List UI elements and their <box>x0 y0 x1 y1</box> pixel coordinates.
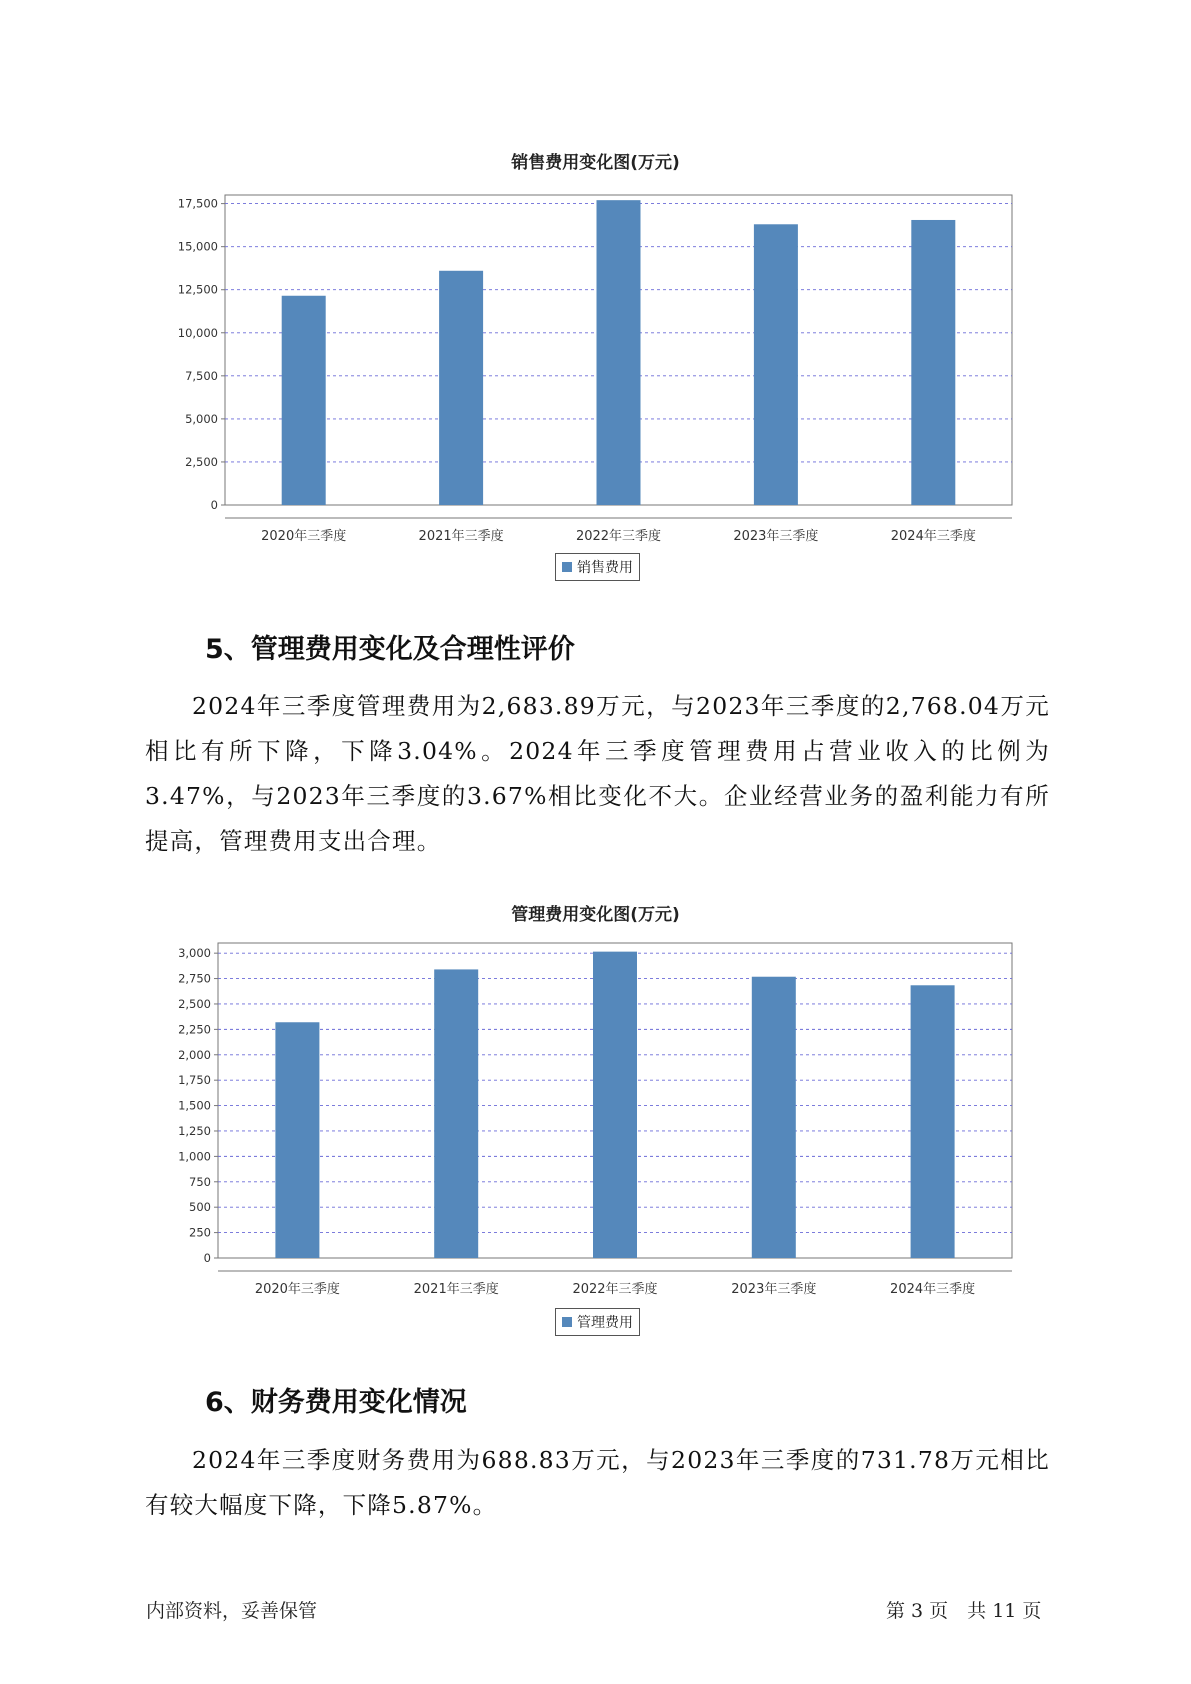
section-heading: 5、管理费用变化及合理性评价 <box>205 634 575 665</box>
y-tick-label: 2,500 <box>178 996 211 1011</box>
x-tick-label: 2020年三季度 <box>254 1282 340 1297</box>
y-tick-label: 12,500 <box>177 282 218 297</box>
y-tick-label: 2,250 <box>178 1022 211 1037</box>
chart-legend <box>555 553 640 581</box>
legend-label: 管理费用 <box>577 1315 633 1331</box>
bar <box>434 969 478 1258</box>
footer-note: 内部资料，妥善保管 <box>146 1600 318 1622</box>
y-tick-label: 1,750 <box>178 1073 211 1088</box>
x-tick-label: 2023年三季度 <box>733 529 819 544</box>
bar <box>752 977 796 1258</box>
x-tick-label: 2022年三季度 <box>575 529 662 544</box>
legend-swatch <box>562 1317 572 1327</box>
bar <box>911 220 955 505</box>
y-tick-label: 3,000 <box>178 946 211 961</box>
bar <box>275 1022 319 1258</box>
x-tick-label: 2020年三季度 <box>261 529 347 544</box>
y-tick-label: 750 <box>189 1174 211 1189</box>
bar <box>911 985 955 1258</box>
bar <box>597 200 641 505</box>
y-tick-label: 7,500 <box>185 368 218 383</box>
y-tick-label: 2,500 <box>185 454 218 469</box>
y-tick-label: 5,000 <box>185 411 218 426</box>
y-tick-label: 250 <box>189 1225 211 1240</box>
x-tick-label: 2024年三季度 <box>890 1282 976 1297</box>
y-tick-label: 500 <box>189 1200 211 1215</box>
y-tick-label: 2,000 <box>178 1047 211 1062</box>
y-tick-label: 1,500 <box>178 1098 211 1113</box>
y-tick-label: 1,250 <box>178 1123 211 1138</box>
admin-expense-chart <box>0 935 1191 1315</box>
bar <box>593 952 637 1258</box>
x-tick-label: 2023年三季度 <box>731 1282 817 1297</box>
y-tick-label: 0 <box>210 498 218 512</box>
y-tick-label: 0 <box>203 1251 211 1265</box>
legend-label: 销售费用 <box>577 560 633 576</box>
page-number: 第 3 页 共 11 页 <box>886 1600 1042 1622</box>
chart-title: 管理费用变化图(万元) <box>511 905 680 925</box>
y-tick-label: 17,500 <box>177 196 218 211</box>
sales-expense-chart <box>0 180 1191 560</box>
legend-swatch <box>562 562 572 572</box>
x-tick-label: 2024年三季度 <box>890 529 976 544</box>
y-tick-label: 2,750 <box>178 971 211 986</box>
bar <box>439 271 483 505</box>
chart-title: 销售费用变化图(万元) <box>511 153 680 173</box>
chart-legend <box>555 1308 640 1336</box>
section-paragraph: 2024年三季度管理费用为2,683.89万元，与2023年三季度的2,768.04万元相比有所下降，下降3.04%。2024年三季度管理费用占营业收入的比例为3.47%，与2023年三季度的3.67%相比变化不大。企业经营业务的盈利能力有所提高，管理费用支出合理。 <box>145 692 1050 855</box>
section-heading: 6、财务费用变化情况 <box>205 1387 467 1418</box>
section-paragraph: 2024年三季度财务费用为688.83万元，与2023年三季度的731.78万元相比有较大幅度下降，下降5.87%。 <box>145 1446 1050 1519</box>
y-tick-label: 10,000 <box>177 325 218 340</box>
bar <box>282 296 326 505</box>
y-tick-label: 15,000 <box>177 239 218 254</box>
x-tick-label: 2022年三季度 <box>572 1282 658 1297</box>
x-tick-label: 2021年三季度 <box>413 1282 499 1297</box>
bar <box>754 224 798 505</box>
y-tick-label: 1,000 <box>178 1149 211 1164</box>
x-tick-label: 2021年三季度 <box>418 529 504 544</box>
